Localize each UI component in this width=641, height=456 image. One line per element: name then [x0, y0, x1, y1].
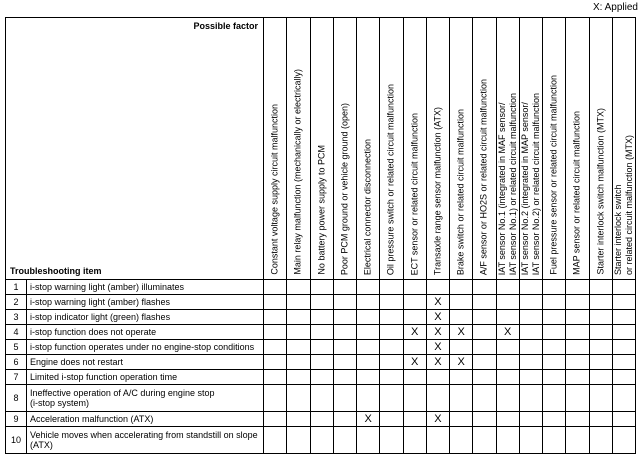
matrix-cell — [333, 340, 356, 355]
row-number: 10 — [6, 427, 27, 454]
table-row — [6, 295, 636, 310]
matrix-cell — [450, 427, 473, 454]
matrix-cell — [357, 340, 380, 355]
table-row — [6, 385, 636, 412]
applied-mark: X — [403, 355, 426, 370]
matrix-cell — [566, 427, 589, 454]
applied-mark: X — [426, 340, 449, 355]
matrix-cell — [589, 340, 612, 355]
matrix-cell — [519, 295, 542, 310]
matrix-cell — [612, 427, 635, 454]
factor-header-11 — [496, 18, 519, 280]
matrix-cell — [403, 280, 426, 295]
matrix-cell — [612, 310, 635, 325]
matrix-cell — [403, 295, 426, 310]
matrix-cell — [333, 355, 356, 370]
matrix-cell — [589, 325, 612, 340]
matrix-cell — [589, 280, 612, 295]
matrix-cell — [450, 295, 473, 310]
factor-label: Starter interlock switch or related circuit malfunction (MTX) — [612, 134, 634, 275]
factor-label: ECT sensor or related circuit malfunction — [409, 112, 420, 275]
matrix-cell — [310, 325, 333, 340]
factor-label: IAT sensor No.1 (integrated in MAF sensor/ IAT sensor No.1) or related circuit malfunction — [496, 92, 518, 275]
table-row — [6, 427, 636, 454]
factor-label: Starter interlock switch malfunction (MTX) — [595, 108, 606, 275]
factor-header-8 — [426, 18, 449, 280]
factor-label: A/F sensor or HO2S or related circuit malfunction — [478, 78, 489, 275]
matrix-cell — [612, 325, 635, 340]
factor-header-12 — [519, 18, 542, 280]
matrix-cell — [496, 412, 519, 427]
applied-mark: X — [426, 295, 449, 310]
matrix-cell — [357, 295, 380, 310]
matrix-cell — [473, 412, 496, 427]
matrix-cell — [473, 385, 496, 412]
matrix-cell — [380, 310, 403, 325]
troubleshooting-item: i-stop function does not operate — [27, 325, 264, 340]
header-row — [6, 18, 636, 280]
matrix-cell — [287, 412, 310, 427]
factor-header-7 — [403, 18, 426, 280]
factor-header-13 — [543, 18, 566, 280]
matrix-cell — [473, 325, 496, 340]
matrix-cell — [310, 412, 333, 427]
matrix-cell — [264, 412, 287, 427]
row-number: 7 — [6, 370, 27, 385]
matrix-cell — [496, 355, 519, 370]
matrix-cell — [566, 280, 589, 295]
matrix-cell — [357, 385, 380, 412]
matrix-cell — [403, 370, 426, 385]
troubleshooting-item: Limited i-stop function operation time — [27, 370, 264, 385]
table-row — [6, 340, 636, 355]
matrix-cell — [496, 340, 519, 355]
matrix-cell — [612, 355, 635, 370]
matrix-cell — [566, 412, 589, 427]
table-row — [6, 280, 636, 295]
matrix-cell — [357, 310, 380, 325]
matrix-cell — [310, 385, 333, 412]
matrix-cell — [403, 385, 426, 412]
matrix-cell — [287, 280, 310, 295]
troubleshooting-item: Engine does not restart — [27, 355, 264, 370]
matrix-cell — [612, 385, 635, 412]
matrix-cell — [566, 340, 589, 355]
factor-label: Oil pressure switch or related circuit malfunction — [385, 83, 396, 275]
matrix-cell — [426, 370, 449, 385]
matrix-cell — [426, 427, 449, 454]
matrix-cell — [496, 310, 519, 325]
matrix-cell — [287, 385, 310, 412]
table-row — [6, 310, 636, 325]
matrix-cell — [310, 355, 333, 370]
matrix-cell — [612, 412, 635, 427]
applied-mark: X — [426, 325, 449, 340]
applied-mark: X — [426, 310, 449, 325]
matrix-cell — [496, 427, 519, 454]
matrix-cell — [519, 427, 542, 454]
matrix-cell — [310, 295, 333, 310]
matrix-cell — [612, 340, 635, 355]
matrix-cell — [264, 427, 287, 454]
table-row — [6, 325, 636, 340]
matrix-cell — [566, 325, 589, 340]
matrix-cell — [566, 310, 589, 325]
factor-header-6 — [380, 18, 403, 280]
matrix-cell — [450, 280, 473, 295]
matrix-cell — [357, 427, 380, 454]
matrix-cell — [380, 355, 403, 370]
matrix-cell — [380, 370, 403, 385]
factor-label: IAT sensor No.2 (integrated in MAP sensor/ IAT sensor No.2) or related circuit malfunction — [519, 92, 541, 275]
matrix-cell — [519, 280, 542, 295]
matrix-cell — [519, 385, 542, 412]
matrix-cell — [264, 295, 287, 310]
matrix-cell — [543, 340, 566, 355]
factor-header-10 — [473, 18, 496, 280]
row-number: 5 — [6, 340, 27, 355]
matrix-cell — [310, 280, 333, 295]
matrix-cell — [333, 325, 356, 340]
matrix-cell — [450, 340, 473, 355]
table-row — [6, 355, 636, 370]
matrix-cell — [589, 355, 612, 370]
troubleshooting-item: i-stop warning light (amber) illuminates — [27, 280, 264, 295]
matrix-cell — [264, 340, 287, 355]
matrix-cell — [566, 385, 589, 412]
matrix-cell — [612, 370, 635, 385]
factor-header-4 — [333, 18, 356, 280]
row-number: 6 — [6, 355, 27, 370]
matrix-cell — [519, 370, 542, 385]
matrix-cell — [519, 325, 542, 340]
troubleshooting-matrix — [5, 17, 636, 454]
matrix-cell — [566, 370, 589, 385]
matrix-cell — [496, 385, 519, 412]
table-row — [6, 370, 636, 385]
matrix-cell — [310, 427, 333, 454]
matrix-cell — [380, 412, 403, 427]
matrix-cell — [287, 310, 310, 325]
matrix-cell — [473, 427, 496, 454]
factor-label: Main relay malfunction (mechanically or electrically) — [292, 69, 303, 275]
matrix-cell — [566, 355, 589, 370]
matrix-cell — [426, 385, 449, 412]
factor-label: MAP sensor or related circuit malfunction — [571, 111, 582, 275]
matrix-cell — [543, 412, 566, 427]
matrix-cell — [566, 295, 589, 310]
matrix-cell — [543, 370, 566, 385]
factor-label: Transaxle range sensor malfunction (ATX) — [432, 106, 443, 275]
row-number: 3 — [6, 310, 27, 325]
factor-label: No battery power supply to PCM — [316, 145, 327, 275]
row-number: 4 — [6, 325, 27, 340]
factor-label: Electrical connector disconnection — [362, 138, 373, 275]
matrix-cell — [403, 412, 426, 427]
matrix-cell — [287, 427, 310, 454]
troubleshooting-item: i-stop warning light (amber) flashes — [27, 295, 264, 310]
matrix-cell — [310, 370, 333, 385]
troubleshooting-item: Vehicle moves when accelerating from standstill on slope (ATX) — [27, 427, 264, 454]
matrix-cell — [357, 325, 380, 340]
troubleshooting-item: i-stop function operates under no engine-stop conditions — [27, 340, 264, 355]
matrix-cell — [310, 340, 333, 355]
matrix-cell — [612, 280, 635, 295]
applied-mark: X — [426, 412, 449, 427]
factor-header-1 — [264, 18, 287, 280]
troubleshooting-item: i-stop indicator light (green) flashes — [27, 310, 264, 325]
troubleshooting-item: Acceleration malfunction (ATX) — [27, 412, 264, 427]
matrix-cell — [287, 370, 310, 385]
matrix-cell — [543, 427, 566, 454]
matrix-cell — [333, 412, 356, 427]
matrix-cell — [380, 427, 403, 454]
matrix-cell — [473, 280, 496, 295]
matrix-cell — [403, 340, 426, 355]
matrix-cell — [519, 340, 542, 355]
factor-label: Poor PCM ground or vehicle ground (open) — [339, 102, 350, 275]
matrix-cell — [357, 355, 380, 370]
factor-label: Brake switch or related circuit malfunction — [455, 108, 466, 275]
row-number: 1 — [6, 280, 27, 295]
header-corner — [6, 18, 264, 280]
matrix-cell — [450, 412, 473, 427]
applied-mark: X — [450, 325, 473, 340]
row-number: 8 — [6, 385, 27, 412]
factor-header-5 — [357, 18, 380, 280]
applied-mark: X — [426, 355, 449, 370]
matrix-cell — [333, 370, 356, 385]
matrix-cell — [426, 280, 449, 295]
matrix-cell — [287, 340, 310, 355]
matrix-cell — [333, 385, 356, 412]
matrix-cell — [450, 370, 473, 385]
matrix-cell — [287, 355, 310, 370]
row-number: 9 — [6, 412, 27, 427]
matrix-cell — [543, 325, 566, 340]
applied-mark: X — [450, 355, 473, 370]
matrix-cell — [333, 280, 356, 295]
factor-header-15 — [589, 18, 612, 280]
matrix-cell — [264, 385, 287, 412]
factor-header-9 — [450, 18, 473, 280]
matrix-cell — [473, 355, 496, 370]
matrix-cell — [380, 295, 403, 310]
matrix-cell — [450, 385, 473, 412]
matrix-cell — [543, 295, 566, 310]
matrix-cell — [333, 295, 356, 310]
matrix-cell — [380, 340, 403, 355]
matrix-cell — [496, 370, 519, 385]
matrix-cell — [310, 310, 333, 325]
matrix-cell — [473, 310, 496, 325]
matrix-cell — [380, 385, 403, 412]
matrix-cell — [264, 325, 287, 340]
matrix-cell — [589, 295, 612, 310]
matrix-cell — [543, 310, 566, 325]
matrix-cell — [403, 427, 426, 454]
matrix-cell — [264, 310, 287, 325]
possible-factor-heading: Possible factor — [193, 21, 258, 31]
matrix-cell — [380, 325, 403, 340]
matrix-cell — [357, 370, 380, 385]
matrix-cell — [589, 385, 612, 412]
legend-applied: X: Applied — [592, 2, 638, 13]
matrix-cell — [543, 355, 566, 370]
matrix-cell — [612, 295, 635, 310]
matrix-cell — [496, 295, 519, 310]
matrix-cell — [473, 370, 496, 385]
matrix-cell — [333, 427, 356, 454]
matrix-cell — [473, 340, 496, 355]
factor-header-16 — [612, 18, 635, 280]
row-number: 2 — [6, 295, 27, 310]
matrix-cell — [589, 427, 612, 454]
matrix-cell — [519, 310, 542, 325]
matrix-cell — [264, 280, 287, 295]
matrix-cell — [403, 310, 426, 325]
factor-header-14 — [566, 18, 589, 280]
matrix-cell — [333, 310, 356, 325]
applied-mark: X — [357, 412, 380, 427]
matrix-cell — [519, 355, 542, 370]
factor-header-3 — [310, 18, 333, 280]
factor-header-2 — [287, 18, 310, 280]
matrix-cell — [450, 310, 473, 325]
matrix-cell — [589, 370, 612, 385]
troubleshooting-item: Ineffective operation of A/C during engine stop (i-stop system) — [27, 385, 264, 412]
factor-label: Fuel pressure sensor or related circuit malfunction — [548, 75, 559, 275]
matrix-cell — [543, 385, 566, 412]
applied-mark: X — [496, 325, 519, 340]
matrix-cell — [496, 280, 519, 295]
matrix-cell — [380, 280, 403, 295]
factor-label: Constant voltage supply circuit malfunction — [269, 104, 280, 275]
matrix-cell — [589, 310, 612, 325]
matrix-cell — [589, 412, 612, 427]
matrix-cell — [287, 295, 310, 310]
table-row — [6, 412, 636, 427]
matrix-cell — [264, 370, 287, 385]
matrix-cell — [357, 280, 380, 295]
matrix-cell — [287, 325, 310, 340]
applied-mark: X — [403, 325, 426, 340]
matrix-cell — [519, 412, 542, 427]
matrix-cell — [473, 295, 496, 310]
matrix-cell — [264, 355, 287, 370]
matrix-cell — [543, 280, 566, 295]
troubleshooting-item-heading: Troubleshooting item — [10, 266, 102, 276]
